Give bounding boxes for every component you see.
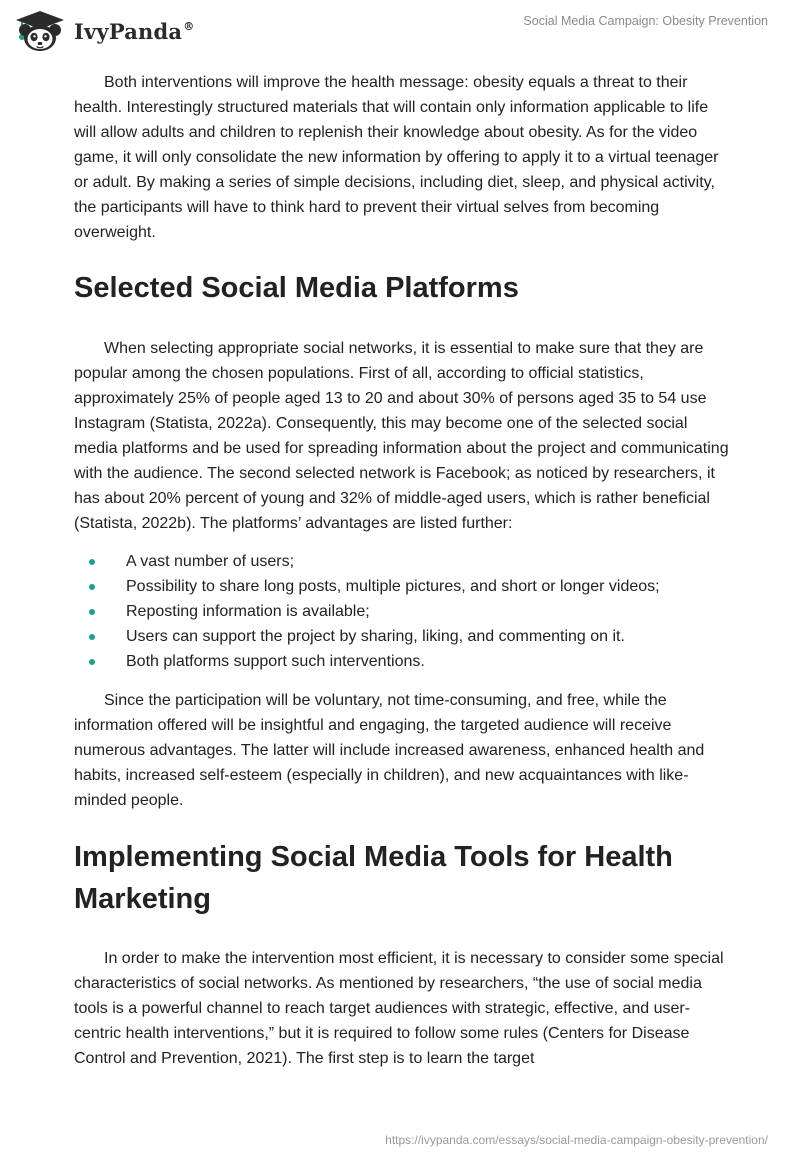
brand-name: IvyPanda® [74,18,195,44]
paragraph-advantages: Since the participation will be voluntary, not time-consuming, and free, while the information offered will be insightful and engaging, the targeted audience will receive numerous advantages. The latter will include increased awareness, enhanced health and habits, increased self-esteem (especially in children), and new acquaintances with like-minded people. [74,692,705,809]
heading-selected-platforms: Selected Social Media Platforms [74,272,519,304]
source-url-link[interactable]: https://ivypanda.com/essays/social-media-campaign-obesity-prevention/ [385,1133,768,1147]
bullet-icon [89,559,95,565]
advantages-list [74,549,730,674]
paragraph-platforms: When selecting appropriate social networks, it is essential to make sure that they are popular among the chosen populations. First of all, according to official statistics, approximately 25% of people aged 13 to 20 and about 30% of persons aged 35 to 54 use Instagram (Statista, 2022a). Consequently, this may become one of the selected social media platforms and be used for spreading information about the project and communicating with the audience. The second selected network is Facebook; as noticed by researchers, it has about 20% percent of young and 32% of middle-aged users, which is rather beneficial (Statista, 2022b). The platforms’ advantages are listed further: [74,340,729,532]
list-item: Possibility to share long posts, multiple pictures, and short or longer videos; [74,574,730,599]
logo-link[interactable] [14,9,194,53]
list-item: Reposting information is available; [74,599,730,624]
list-item: Users can support the project by sharing, liking, and commenting on it. [74,624,730,649]
bullet-icon [89,659,95,665]
bullet-icon [89,634,95,640]
page-header [0,0,800,62]
list-item: A vast number of users; [74,549,730,574]
bullet-icon [89,609,95,615]
panda-graduate-icon [14,9,66,53]
paragraph-implementation: In order to make the intervention most efficient, it is necessary to consider some special characteristics of social networks. As mentioned by researchers, “the use of social media tools is a powerful channel to reach target audiences with strategic, effective, and user-centric health interventions,” but it is required to follow some rules (Centers for Disease Control and Prevention, 2021). The first step is to learn the target [74,950,724,1067]
document-title: Social Media Campaign: Obesity Prevention [523,14,768,28]
paragraph-interventions: Both interventions will improve the health message: obesity equals a threat to their health. Interestingly structured materials that will contain only information applicable to life will allow adults and children to replenish their knowledge about obesity. As for the video game, it will only consolidate the new information by offering to apply it to a virtual teenager or adult. By making a series of simple decisions, including diet, sleep, and physical activity, the participants will have to think hard to prevent their virtual selves from becoming overweight. [74,74,719,241]
essay-content [74,70,730,1071]
list-item: Both platforms support such interventions. [74,649,730,674]
heading-implementing-tools: Implementing Social Media Tools for Health Marketing [74,841,673,915]
bullet-icon [89,584,95,590]
